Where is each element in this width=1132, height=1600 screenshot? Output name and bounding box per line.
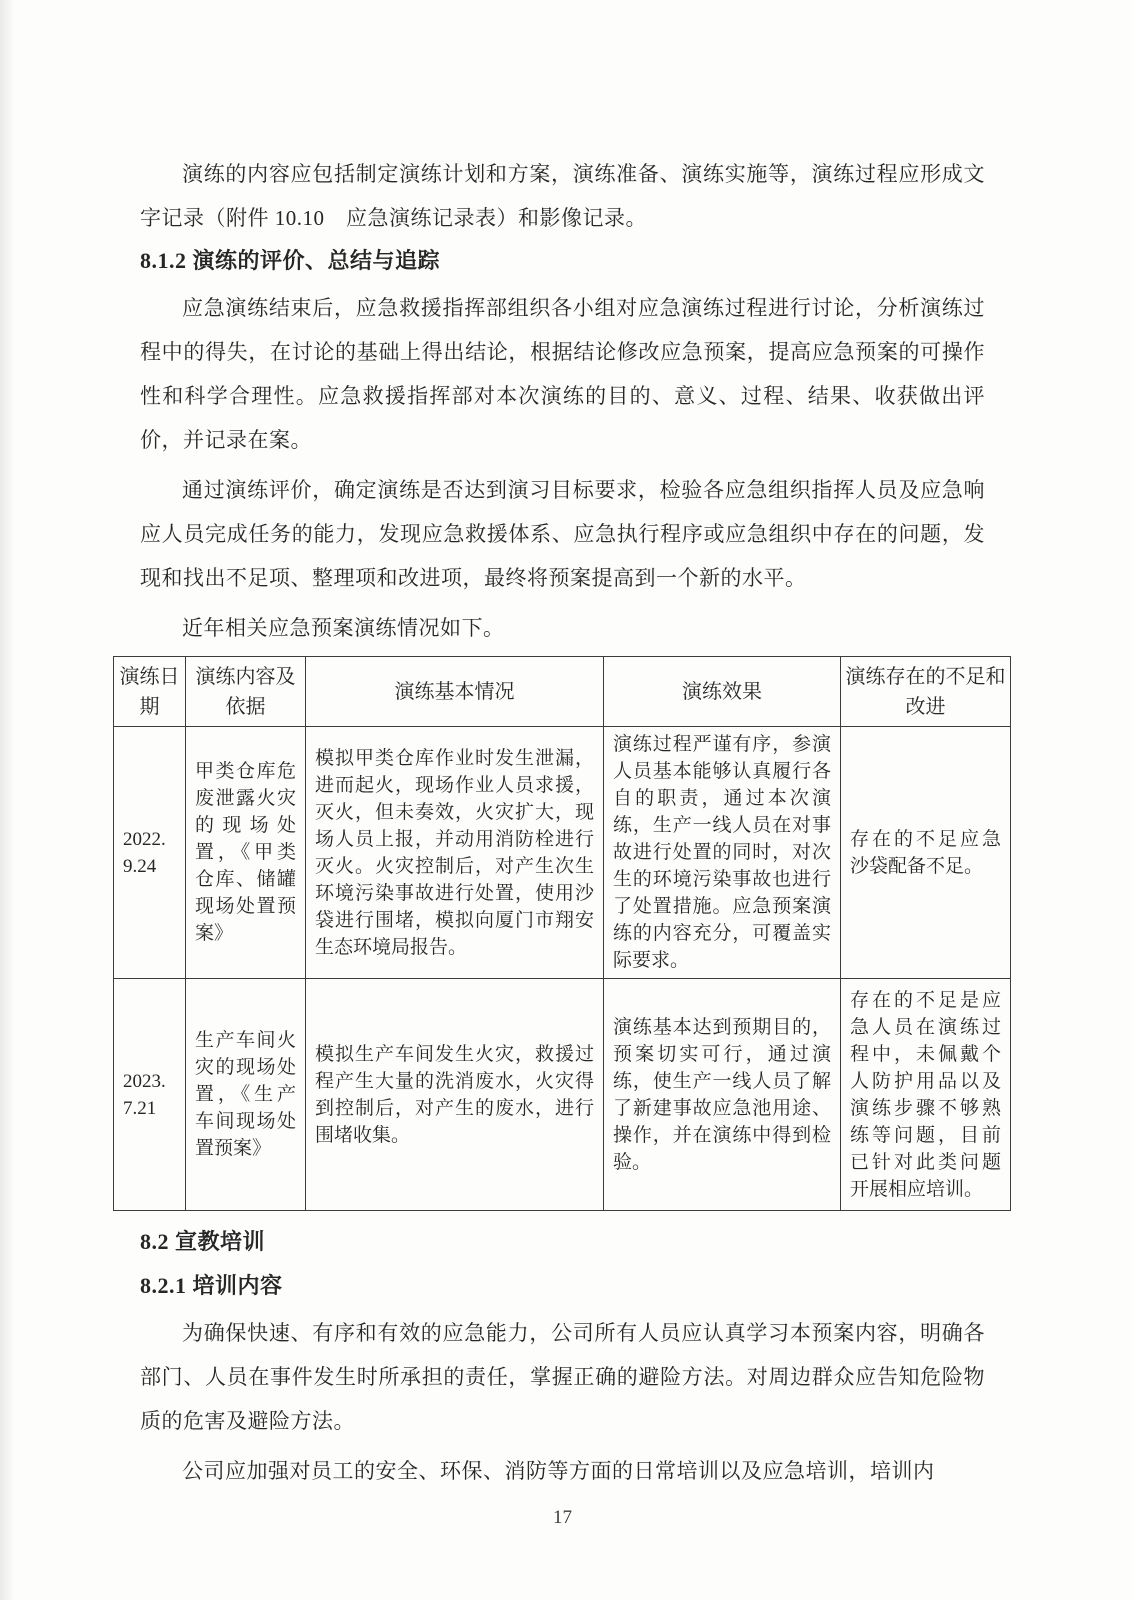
heading-8-2: 8.2 宣教培训 (140, 1229, 266, 1254)
drill-effect-cell: 演练过程严谨有序，参演人员基本能够认真履行各自的职责，通过本次演练，生产一线人员在对事故进行处置的同时，对次生的环境污染事故也进行了处置措施。应急预案演练的内容充分，可覆盖实际要求。 (604, 727, 841, 979)
drill-improve-cell: 存在的不足应急沙袋配备不足。 (841, 727, 1011, 979)
header-drill-date: 演练日期 (114, 657, 186, 727)
drill-date-cell: 2022.9.24 (114, 727, 186, 979)
drill-basic-cell: 模拟甲类仓库作业时发生泄漏，进而起火，现场作业人员求援，灭火，但未奏效，火灾扩大，现场人员上报，并动用消防栓进行灭火。火灾控制后，对产生次生环境污染事故进行处置，使用沙袋进行围堵，模拟向厦门市翔安生态环境局报告。 (306, 727, 604, 979)
drill-content-cell: 甲类仓库危废泄露火灾的现场处置，《甲类仓库、储罐现场处置预案》 (186, 727, 306, 979)
drill-date-cell: 2023.7.21 (114, 979, 186, 1211)
scan-edge-shadow (0, 0, 14, 1600)
paragraph-drill-intro: 近年相关应急预案演练情况如下。 (182, 616, 505, 640)
drill-improve-cell: 存在的不足是应急人员在演练过程中，未佩戴个人防护用品以及演练步骤不够熟练等问题，目前已针对此类问题开展相应培训。 (841, 979, 1011, 1211)
table-row (114, 979, 1011, 1211)
table-row (114, 727, 1011, 979)
drill-record-table (113, 656, 1011, 1211)
paragraph-drill-verification: 通过演练评价，确定演练是否达到演习目标要求，检验各应急组织指挥人员及应急响应人员完成任务的能力，发现应急救援体系、应急执行程序或应急组织中存在的问题，发现和找出不足项、整理项和改进项，最终将预案提高到一个新的水平。 (140, 478, 985, 590)
paragraph-drill-evaluation: 应急演练结束后，应急救援指挥部组织各小组对应急演练过程进行讨论，分析演练过程中的得失，在讨论的基础上得出结论，根据结论修改应急预案，提高应急预案的可操作性和科学合理性。应急救援指挥部对本次演练的目的、意义、过程、结果、收获做出评价，并记录在案。 (140, 296, 985, 452)
heading-8-1-2: 8.1.2 演练的评价、总结与追踪 (140, 248, 441, 273)
header-drill-deficiency: 演练存在的不足和改进 (841, 657, 1011, 727)
header-drill-content-basis: 演练内容及依据 (186, 657, 306, 727)
drill-effect-cell: 演练基本达到预期目的，预案切实可行，通过演练，使生产一线人员了解了新建事故应急池用途、操作，并在演练中得到检验。 (604, 979, 841, 1211)
header-drill-basic-situation: 演练基本情况 (306, 657, 604, 727)
heading-8-2-1: 8.2.1 培训内容 (140, 1273, 283, 1298)
drill-content-cell: 生产车间火灾的现场处置，《生产车间现场处置预案》 (186, 979, 306, 1211)
table-header-row (114, 657, 1011, 727)
header-drill-effect: 演练效果 (604, 657, 841, 727)
drill-basic-cell: 模拟生产车间发生火灾，救援过程产生大量的洗消废水，火灾得到控制后，对产生的废水，进行围堵收集。 (306, 979, 604, 1211)
paragraph-training-strengthen: 公司应加强对员工的安全、环保、消防等方面的日常培训以及应急培训，培训内 (182, 1459, 935, 1483)
paragraph-drill-content: 演练的内容应包括制定演练计划和方案，演练准备、演练实施等，演练过程应形成文字记录（附件 10.10 应急演练记录表）和影像记录。 (140, 162, 985, 230)
paragraph-training-purpose: 为确保快速、有序和有效的应急能力，公司所有人员应认真学习本预案内容，明确各部门、人员在事件发生时所承担的责任，掌握正确的避险方法。对周边群众应告知危险物质的危害及避险方法。 (140, 1321, 985, 1433)
page-number: 17 (553, 1507, 572, 1528)
